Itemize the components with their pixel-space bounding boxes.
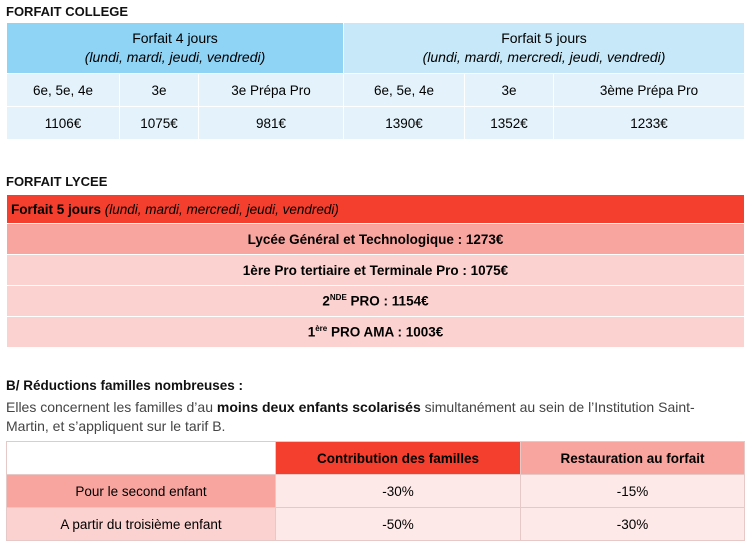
price-cell: 981€ (199, 107, 344, 140)
price-cell: 1390€ (344, 107, 465, 140)
empty-cell (7, 442, 276, 475)
lycee-table (6, 194, 745, 348)
lycee-forfait-header (7, 195, 745, 224)
lycee-forfait-days: (lundi, mardi, mercredi, jeudi, vendredi) (104, 201, 339, 217)
level-cell: 3e (120, 74, 199, 107)
college-table (6, 22, 745, 140)
contribution-header: Contribution des familles (276, 442, 521, 475)
contribution-value: -30% (276, 475, 521, 508)
lycee-row-pro-tertiaire: 1ère Pro tertiaire et Terminale Pro : 1075€ (7, 255, 745, 286)
level-cell: 6e, 5e, 4e (344, 74, 465, 107)
price-cell: 1075€ (120, 107, 199, 140)
table-row (7, 508, 745, 541)
lycee-row-2nde-pro (7, 286, 745, 317)
price-cell: 1352€ (465, 107, 554, 140)
lycee-forfait-title: Forfait 5 jours (11, 201, 102, 217)
forfait-4-title: Forfait 4 jours (132, 30, 218, 46)
restauration-header: Restauration au forfait (521, 442, 745, 475)
forfait-5-jours-header (344, 23, 745, 74)
row-text: PRO : 1154€ (346, 293, 429, 309)
level-cell: 3e (465, 74, 554, 107)
row-label: Pour le second enfant (7, 475, 276, 508)
row-label: A partir du troisième enfant (7, 508, 276, 541)
contribution-value: -50% (276, 508, 521, 541)
lycee-row-1ere-pro-ama (7, 317, 745, 348)
row-sup: ère (315, 324, 328, 334)
lycee-row-general: Lycée Général et Technologique : 1273€ (7, 224, 745, 255)
row-text: PRO AMA : 1003€ (327, 324, 444, 340)
intro-bold: moins deux enfants scolarisés (216, 399, 421, 415)
intro-text: Elles concernent les familles d’au (6, 399, 217, 415)
forfait-5-title: Forfait 5 jours (501, 30, 587, 46)
price-cell: 1233€ (554, 107, 745, 140)
level-cell: 6e, 5e, 4e (7, 74, 120, 107)
row-text: 1 (307, 324, 316, 340)
price-cell: 1106€ (7, 107, 120, 140)
forfait-4-days: (lundi, mardi, jeudi, vendredi) (84, 49, 266, 65)
intro-text: simultanément au sein de l’Institution Saint-Martin, et s’appliquent sur le tarif B. (6, 399, 695, 434)
college-heading: FORFAIT COLLEGE (6, 4, 129, 19)
lycee-heading: FORFAIT LYCEE (6, 174, 108, 189)
reductions-table (6, 441, 745, 541)
row-text: 2 (322, 293, 330, 309)
table-row (7, 475, 745, 508)
restauration-value: -30% (521, 508, 745, 541)
forfait-4-jours-header (7, 23, 344, 74)
level-cell: 3ème Prépa Pro (554, 74, 745, 107)
row-sup: NDE (329, 293, 347, 303)
reductions-intro (6, 398, 736, 436)
level-cell: 3e Prépa Pro (199, 74, 344, 107)
reductions-heading: B/ Réductions familles nombreuses : (6, 378, 244, 393)
forfait-5-days: (lundi, mardi, mercredi, jeudi, vendredi) (422, 49, 666, 65)
restauration-value: -15% (521, 475, 745, 508)
